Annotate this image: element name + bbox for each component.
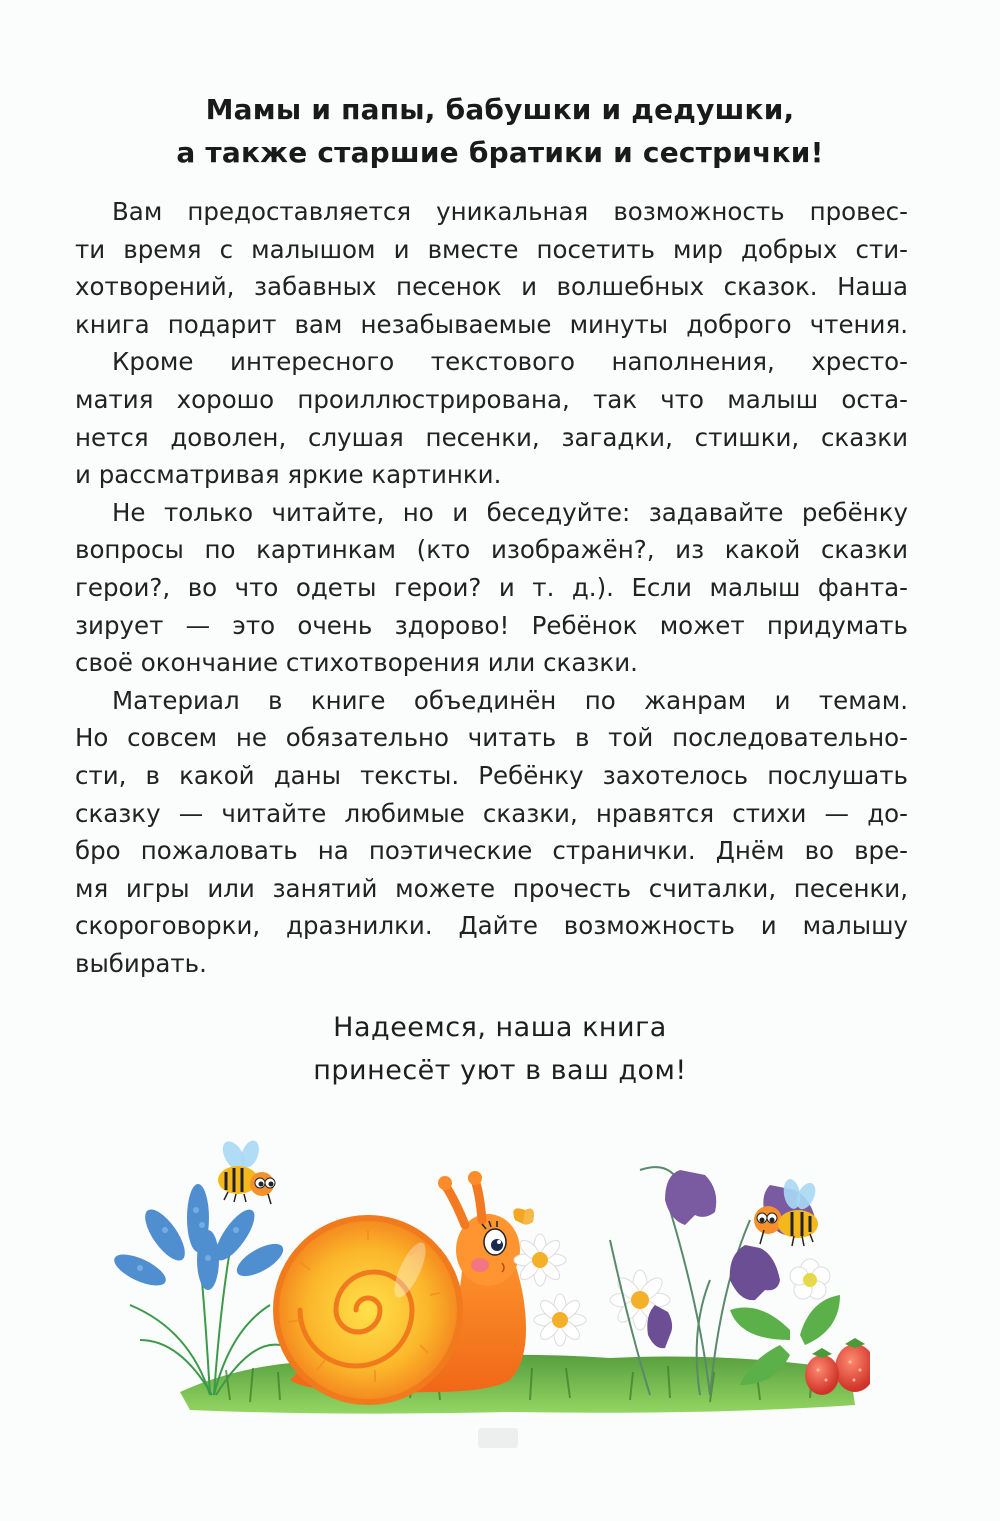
text-line: ти время с малышом и вместе посетить мир добрых сти- xyxy=(75,234,908,264)
text-line: Вам предоставляется уникальная возможность провес- xyxy=(112,197,908,226)
text-line: Не только читайте, но и беседуйте: задавайте ребёнку xyxy=(112,497,908,527)
snail-icon xyxy=(276,1171,526,1402)
text-line: и рассматривая яркие картинки. xyxy=(75,460,502,490)
text-line: сказку — читайте любимые сказки, нравятся стихи — до- xyxy=(75,798,908,828)
text-line: бро пожаловать на поэтические странички. Днём во вре- xyxy=(75,836,908,866)
heading-line-1: Мамы и папы, бабушки и дедушки, xyxy=(205,93,795,126)
paragraph-2 xyxy=(75,343,908,493)
text-line: своё окончание стихотворения или сказки. xyxy=(75,648,638,678)
closing-line-2: принесёт уют в ваш дом! xyxy=(313,1055,687,1086)
faint-page-mark xyxy=(478,1428,518,1448)
daisy-icon xyxy=(514,1234,670,1346)
closing-line-1: Надеемся, наша книга xyxy=(333,1012,667,1043)
text-line: Но совсем не обязательно читать в той последовательно- xyxy=(75,723,908,753)
text-line: вопросы по картинкам (кто изображён?, из какой сказки xyxy=(75,535,908,565)
text-line: хотворений, забавных песенок и волшебных сказок. Наша xyxy=(75,272,908,302)
text-line: Материал в книге объединён по жанрам и темам. xyxy=(112,685,908,715)
text-line: мя игры или занятий можете прочесть считалки, песенки, xyxy=(75,873,908,903)
paragraph-4 xyxy=(75,682,908,983)
text-line: сти, в какой даны тексты. Ребёнку захотелось послушать xyxy=(75,760,908,790)
body-text xyxy=(75,193,908,982)
page-heading xyxy=(0,88,1000,174)
meadow-illustration xyxy=(110,1130,870,1420)
closing-message xyxy=(0,1006,1000,1092)
butterfly-icon xyxy=(513,1208,534,1224)
text-line: книга подарит вам незабываемые минуты доброго чтения. xyxy=(75,309,908,339)
text-line: Кроме интересного текстового наполнения, хресто- xyxy=(112,347,908,377)
text-line: нется доволен, слушая песенки, загадки, стишки, сказки xyxy=(75,422,908,452)
paragraph-1 xyxy=(75,193,908,343)
text-line: выбирать. xyxy=(75,948,207,978)
text-line: герои?, во что одеты герои? и т. д.). Если малыш фанта- xyxy=(75,572,908,602)
grape-hyacinth-icon xyxy=(110,1184,288,1395)
paragraph-3 xyxy=(75,494,908,682)
text-line: матия хорошо проиллюстрирована, так что малыш оста- xyxy=(75,384,908,414)
heading-line-2: а также старшие братики и сестрички! xyxy=(176,136,824,169)
bee-icon xyxy=(218,1138,275,1204)
text-line: зирует — это очень здорово! Ребёнок может придумать xyxy=(75,610,908,640)
text-line: скороговорки, дразнилки. Дайте возможность и малышу xyxy=(75,911,908,941)
